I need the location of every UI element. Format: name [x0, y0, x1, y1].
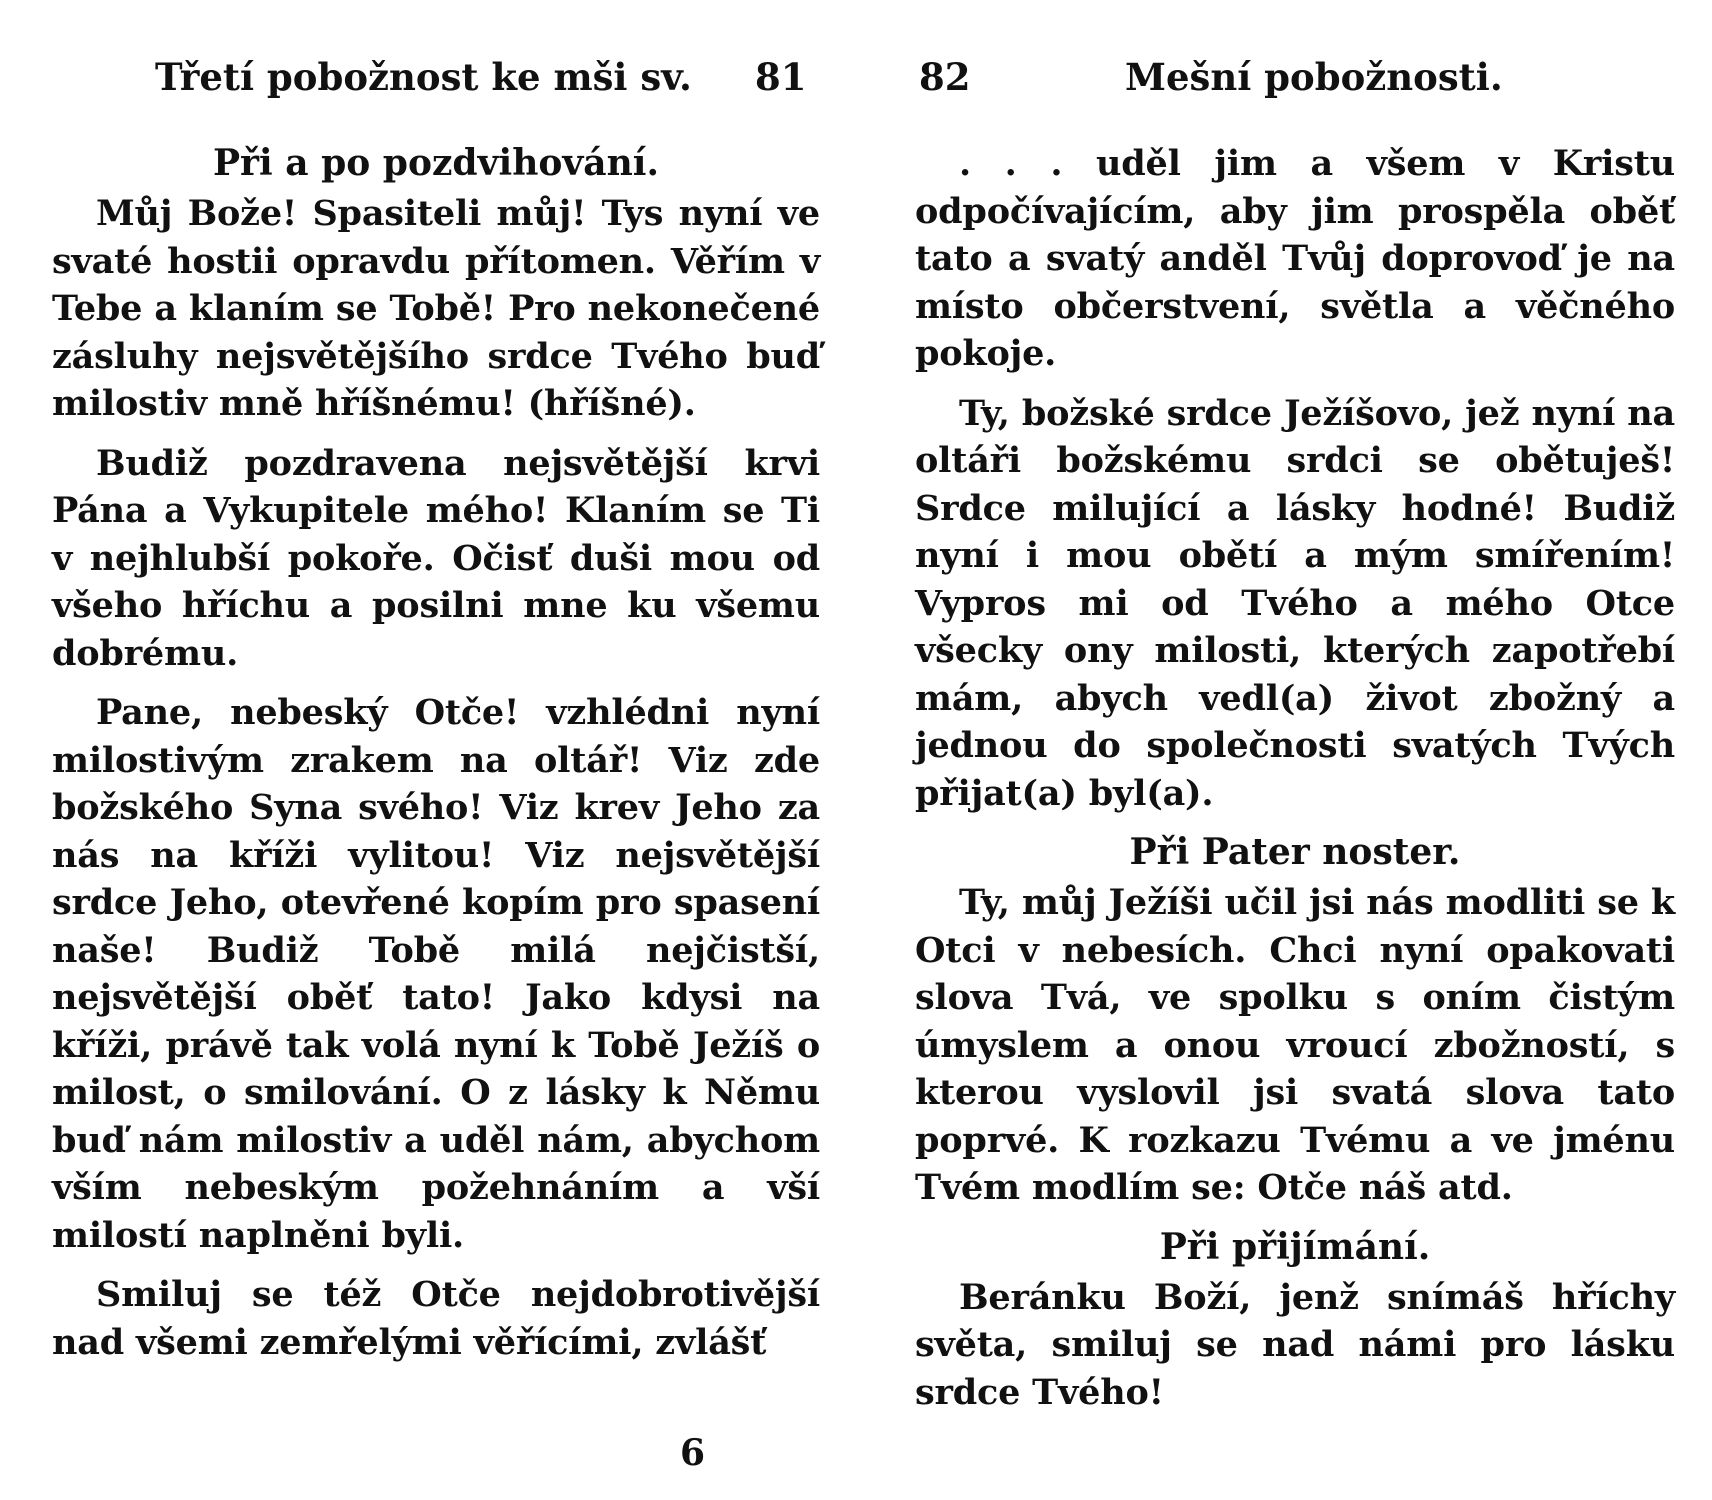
paragraph: Pane, nebeský Otče! vzhlédni nyní milostivým zrakem na oltář! Viz zde božského Syna svého! Viz krev Jeho za nás na kříži vylitou! Viz nejsvětější srdce Jeho, otevřené kopím pro spasení naše! Budiž Tobě milá nejčistší, nejsvětější oběť tato! Jako kdysi na kříži, právě tak volá nyní k Tobě Ježíš o milost, o smilování. O z lásky k Němu buď nám milostiv a uděl nám, abychom vším nebeským požehnáním a vší milostí naplněni byli. [52, 692, 820, 1256]
left-page-body [52, 140, 820, 1378]
running-head-title: Třetí pobožnost ke mši sv. [155, 55, 692, 99]
page-number: 81 [755, 55, 807, 99]
right-page [905, 0, 1685, 1500]
paragraph: Beránku Boží, jenž snímáš hříchy světa, smiluj se nad námi pro lásku srdce Tvého! [915, 1276, 1675, 1413]
running-head-left [40, 52, 820, 102]
signature-mark: 6 [680, 1432, 706, 1474]
page-number: 82 [919, 55, 971, 99]
paragraph: Smiluj se též Otče nejdobrotivější nad všemi zemřelými věřícími, zvlášť [52, 1274, 820, 1363]
paragraph: Ty, božské srdce Ježíšovo, jež nyní na oltáři božskému srdci se obětuješ! Srdce milující a lásky hodné! Budiž nyní i mou obětí a mým smířením! Vypros mi od Tvého a mého Otce všecky ony milosti, kterých zapotřebí mám, abych vedl(a) život zbožný a jednou do společnosti svatých Tvých přijat(a) byl(a). [915, 392, 1675, 814]
section-heading: Při a po pozdvihování. [212, 142, 660, 184]
right-page-body [915, 140, 1675, 1428]
section-heading: Při přijímání. [1159, 1225, 1431, 1268]
paragraph: . . . uděl jim a všem v Kristu odpočívajícím, aby jim prospěla oběť tato a svatý anděl Tvůj doprovoď je na místo občerstvení, světla a věčného pokoje. [915, 143, 1675, 374]
paragraph: Ty, můj Ježíši učil jsi nás modliti se k Otci v nebesích. Chci nyní opakovati slova Tvá, ve spolku s oním čistým úmyslem a onou vroucí zbožností, s kterou vyslovil jsi svatá slova tato poprvé. K rozkazu Tvému a ve jménu Tvém modlím se: Otče náš atd. [915, 882, 1675, 1208]
running-head-right [905, 52, 1685, 102]
section-heading: Při Pater noster. [1129, 831, 1461, 873]
paragraph: Budiž pozdravena nejsvětější krvi Pána a Vykupitele mého! Klaním se Ti v nejhlubší pokoře. Očisť duši mou od všeho hříchu a posilni mne ku všemu dobrému. [52, 442, 820, 674]
left-page [40, 0, 820, 1500]
paragraph: Můj Bože! Spasiteli můj! Tys nyní ve svaté hostii opravdu přítomen. Věřím v Tebe a klaním se Tobě! Pro nekonečené zásluhy nejsvětějšího srdce Tvého buď milostiv mně hříšnému! (hříšné). [52, 193, 820, 424]
running-head-title: Mešní pobožnosti. [1125, 55, 1503, 99]
